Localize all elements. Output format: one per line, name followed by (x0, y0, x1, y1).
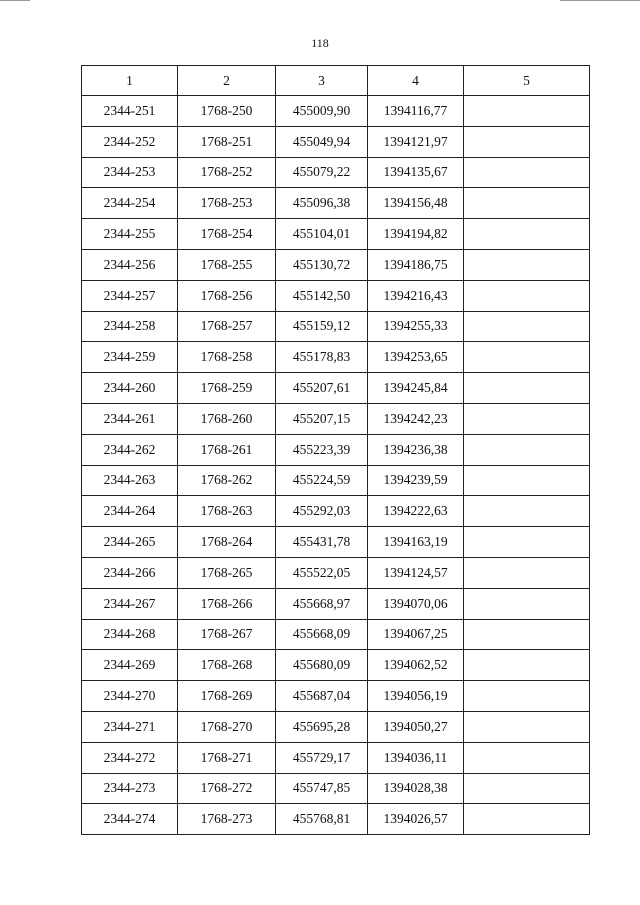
previous-point-cell: 1768-257 (178, 311, 276, 342)
point-id-cell: 2344-251 (82, 96, 178, 127)
point-id-cell: 2344-273 (82, 773, 178, 804)
notes-cell (464, 219, 590, 250)
x-coordinate-cell: 455096,38 (276, 188, 368, 219)
previous-point-cell: 1768-254 (178, 219, 276, 250)
notes-cell (464, 465, 590, 496)
scan-edge-mark-left (0, 0, 30, 1)
notes-cell (464, 311, 590, 342)
point-id-cell: 2344-262 (82, 434, 178, 465)
notes-cell (464, 711, 590, 742)
y-coordinate-cell: 1394253,65 (368, 342, 464, 373)
x-coordinate-cell: 455178,83 (276, 342, 368, 373)
point-id-cell: 2344-258 (82, 311, 178, 342)
y-coordinate-cell: 1394070,06 (368, 588, 464, 619)
notes-cell (464, 619, 590, 650)
y-coordinate-cell: 1394216,43 (368, 280, 464, 311)
y-coordinate-cell: 1394121,97 (368, 126, 464, 157)
x-coordinate-cell: 455668,09 (276, 619, 368, 650)
previous-point-cell: 1768-269 (178, 681, 276, 712)
column-header-1: 1 (82, 66, 178, 96)
previous-point-cell: 1768-260 (178, 403, 276, 434)
previous-point-cell: 1768-265 (178, 557, 276, 588)
x-coordinate-cell: 455747,85 (276, 773, 368, 804)
x-coordinate-cell: 455431,78 (276, 527, 368, 558)
table-row (82, 527, 590, 558)
notes-cell (464, 496, 590, 527)
point-id-cell: 2344-254 (82, 188, 178, 219)
x-coordinate-cell: 455695,28 (276, 711, 368, 742)
table-row (82, 126, 590, 157)
point-id-cell: 2344-261 (82, 403, 178, 434)
previous-point-cell: 1768-264 (178, 527, 276, 558)
x-coordinate-cell: 455680,09 (276, 650, 368, 681)
notes-cell (464, 588, 590, 619)
y-coordinate-cell: 1394222,63 (368, 496, 464, 527)
y-coordinate-cell: 1394245,84 (368, 373, 464, 404)
previous-point-cell: 1768-258 (178, 342, 276, 373)
point-id-cell: 2344-274 (82, 804, 178, 835)
notes-cell (464, 434, 590, 465)
x-coordinate-cell: 455142,50 (276, 280, 368, 311)
point-id-cell: 2344-271 (82, 711, 178, 742)
x-coordinate-cell: 455159,12 (276, 311, 368, 342)
previous-point-cell: 1768-266 (178, 588, 276, 619)
point-id-cell: 2344-266 (82, 557, 178, 588)
point-id-cell: 2344-256 (82, 249, 178, 280)
notes-cell (464, 188, 590, 219)
x-coordinate-cell: 455224,59 (276, 465, 368, 496)
point-id-cell: 2344-260 (82, 373, 178, 404)
notes-cell (464, 557, 590, 588)
point-id-cell: 2344-272 (82, 742, 178, 773)
notes-cell (464, 280, 590, 311)
notes-cell (464, 96, 590, 127)
table-row (82, 219, 590, 250)
y-coordinate-cell: 1394116,77 (368, 96, 464, 127)
notes-cell (464, 681, 590, 712)
x-coordinate-cell: 455104,01 (276, 219, 368, 250)
table-row (82, 650, 590, 681)
table-row (82, 157, 590, 188)
table-row (82, 619, 590, 650)
point-id-cell: 2344-257 (82, 280, 178, 311)
table-row (82, 342, 590, 373)
table-row (82, 311, 590, 342)
table-row (82, 188, 590, 219)
previous-point-cell: 1768-259 (178, 373, 276, 404)
notes-cell (464, 157, 590, 188)
table-row (82, 681, 590, 712)
previous-point-cell: 1768-272 (178, 773, 276, 804)
y-coordinate-cell: 1394242,23 (368, 403, 464, 434)
previous-point-cell: 1768-253 (178, 188, 276, 219)
notes-cell (464, 650, 590, 681)
x-coordinate-cell: 455009,90 (276, 96, 368, 127)
table-row (82, 711, 590, 742)
table-row (82, 96, 590, 127)
point-id-cell: 2344-264 (82, 496, 178, 527)
y-coordinate-cell: 1394186,75 (368, 249, 464, 280)
previous-point-cell: 1768-271 (178, 742, 276, 773)
table-header-row (82, 66, 590, 96)
column-header-2: 2 (178, 66, 276, 96)
notes-cell (464, 403, 590, 434)
point-id-cell: 2344-270 (82, 681, 178, 712)
x-coordinate-cell: 455079,22 (276, 157, 368, 188)
previous-point-cell: 1768-270 (178, 711, 276, 742)
table-row (82, 403, 590, 434)
previous-point-cell: 1768-262 (178, 465, 276, 496)
point-id-cell: 2344-268 (82, 619, 178, 650)
previous-point-cell: 1768-250 (178, 96, 276, 127)
x-coordinate-cell: 455207,15 (276, 403, 368, 434)
x-coordinate-cell: 455668,97 (276, 588, 368, 619)
y-coordinate-cell: 1394062,52 (368, 650, 464, 681)
notes-cell (464, 126, 590, 157)
column-header-4: 4 (368, 66, 464, 96)
point-id-cell: 2344-253 (82, 157, 178, 188)
table-row (82, 465, 590, 496)
point-id-cell: 2344-259 (82, 342, 178, 373)
table-body (82, 96, 590, 835)
previous-point-cell: 1768-256 (178, 280, 276, 311)
table-row (82, 434, 590, 465)
point-id-cell: 2344-263 (82, 465, 178, 496)
previous-point-cell: 1768-261 (178, 434, 276, 465)
table-row (82, 280, 590, 311)
x-coordinate-cell: 455049,94 (276, 126, 368, 157)
point-id-cell: 2344-252 (82, 126, 178, 157)
previous-point-cell: 1768-268 (178, 650, 276, 681)
y-coordinate-cell: 1394163,19 (368, 527, 464, 558)
table-row (82, 804, 590, 835)
y-coordinate-cell: 1394194,82 (368, 219, 464, 250)
y-coordinate-cell: 1394050,27 (368, 711, 464, 742)
notes-cell (464, 742, 590, 773)
x-coordinate-cell: 455207,61 (276, 373, 368, 404)
point-id-cell: 2344-267 (82, 588, 178, 619)
column-header-3: 3 (276, 66, 368, 96)
x-coordinate-cell: 455292,03 (276, 496, 368, 527)
table-row (82, 773, 590, 804)
previous-point-cell: 1768-251 (178, 126, 276, 157)
coordinates-table (81, 65, 590, 835)
y-coordinate-cell: 1394026,57 (368, 804, 464, 835)
previous-point-cell: 1768-263 (178, 496, 276, 527)
point-id-cell: 2344-269 (82, 650, 178, 681)
notes-cell (464, 804, 590, 835)
y-coordinate-cell: 1394067,25 (368, 619, 464, 650)
table-row (82, 742, 590, 773)
x-coordinate-cell: 455768,81 (276, 804, 368, 835)
page-number: 118 (311, 36, 329, 50)
notes-cell (464, 527, 590, 558)
notes-cell (464, 373, 590, 404)
previous-point-cell: 1768-252 (178, 157, 276, 188)
scan-edge-mark-right (560, 0, 640, 1)
y-coordinate-cell: 1394255,33 (368, 311, 464, 342)
x-coordinate-cell: 455223,39 (276, 434, 368, 465)
table-row (82, 557, 590, 588)
y-coordinate-cell: 1394036,11 (368, 742, 464, 773)
table-row (82, 373, 590, 404)
point-id-cell: 2344-265 (82, 527, 178, 558)
previous-point-cell: 1768-273 (178, 804, 276, 835)
x-coordinate-cell: 455729,17 (276, 742, 368, 773)
y-coordinate-cell: 1394056,19 (368, 681, 464, 712)
y-coordinate-cell: 1394124,57 (368, 557, 464, 588)
x-coordinate-cell: 455687,04 (276, 681, 368, 712)
table-row (82, 496, 590, 527)
y-coordinate-cell: 1394239,59 (368, 465, 464, 496)
column-header-5: 5 (464, 66, 590, 96)
previous-point-cell: 1768-255 (178, 249, 276, 280)
notes-cell (464, 342, 590, 373)
y-coordinate-cell: 1394236,38 (368, 434, 464, 465)
x-coordinate-cell: 455522,05 (276, 557, 368, 588)
previous-point-cell: 1768-267 (178, 619, 276, 650)
notes-cell (464, 249, 590, 280)
y-coordinate-cell: 1394028,38 (368, 773, 464, 804)
y-coordinate-cell: 1394135,67 (368, 157, 464, 188)
table-row (82, 249, 590, 280)
point-id-cell: 2344-255 (82, 219, 178, 250)
y-coordinate-cell: 1394156,48 (368, 188, 464, 219)
notes-cell (464, 773, 590, 804)
x-coordinate-cell: 455130,72 (276, 249, 368, 280)
table-row (82, 588, 590, 619)
